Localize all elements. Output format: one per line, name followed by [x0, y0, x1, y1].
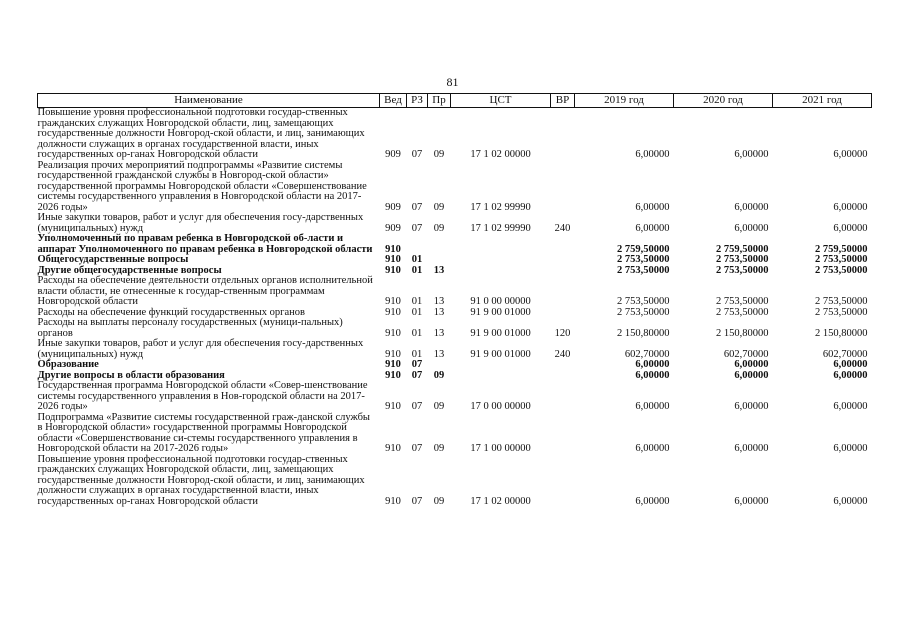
row-ved: 909 — [385, 201, 401, 213]
row-value-2020: 6,00000 — [734, 149, 769, 160]
header-vr: ВР — [551, 94, 575, 108]
row-vr: 240 — [554, 348, 571, 360]
row-ved: 909 — [385, 149, 401, 160]
row-value-2021: 6,00000 — [833, 495, 868, 507]
row-pr: 13 — [433, 327, 445, 339]
row-rz: 07 — [411, 443, 423, 454]
header-cst: ЦСТ — [451, 94, 551, 108]
row-rz: 01 — [411, 254, 423, 265]
row-value-2020: 2 150,80000 — [716, 327, 769, 339]
table-body — [38, 108, 872, 508]
row-value-2019: 2 753,50000 — [617, 306, 670, 318]
row-rz: 07 — [411, 201, 423, 213]
header-2020: 2020 год — [674, 94, 773, 108]
row-rz: 01 — [411, 327, 423, 339]
row-rz: 07 — [411, 149, 423, 160]
table-row — [38, 381, 872, 413]
row-value-2020: 2 759,50000 — [716, 243, 769, 255]
row-vr — [551, 161, 575, 214]
header-2021: 2021 год — [773, 94, 872, 108]
row-pr: 13 — [433, 296, 445, 307]
row-vr — [551, 266, 575, 277]
header-rz: РЗ — [407, 94, 428, 108]
row-vr: 120 — [554, 327, 571, 339]
row-ved: 910 — [385, 359, 401, 370]
row-value-2019: 2 753,50000 — [617, 264, 670, 276]
row-value-2021: 6,00000 — [833, 401, 868, 412]
row-value-2021: 6,00000 — [833, 369, 868, 381]
row-ved: 910 — [385, 243, 401, 255]
row-vr — [551, 371, 575, 382]
row-value-2019: 6,00000 — [635, 369, 670, 381]
row-value-2021: 2 753,50000 — [815, 264, 868, 276]
row-name: Иные закупки товаров, работ и услуг для обеспечения госу-дарственных (муниципальных) нужд — [37, 212, 364, 234]
row-rz — [407, 234, 428, 255]
row-value-2019: 6,00000 — [635, 495, 670, 507]
row-name: Общегосударственные вопросы — [37, 254, 189, 265]
row-pr: 09 — [433, 495, 445, 507]
row-cst — [451, 255, 551, 266]
row-name: Образование — [37, 359, 99, 370]
row-value-2019: 6,00000 — [635, 401, 670, 412]
row-value-2021: 602,70000 — [822, 348, 868, 360]
row-value-2020: 2 753,50000 — [716, 306, 769, 318]
row-vr — [551, 276, 575, 308]
row-value-2020: 6,00000 — [734, 401, 769, 412]
row-name: Реализация прочих мероприятий подпрограммы «Развитие системы государственной гражданской службы в Новгород-ской области» государственной программы Новгородской области «Совершенствование системы государственного управления в Новгородской области на 2017-2026 годы» — [37, 159, 367, 213]
row-value-2021: 2 753,50000 — [815, 254, 868, 265]
row-value-2019: 6,00000 — [635, 149, 670, 160]
row-cst: 17 0 00 00000 — [470, 401, 531, 412]
row-name: Расходы на обеспечение деятельности отдельных органов исполнительной власти области, не отнесенные к государ-ственным программам Новгородской области — [37, 275, 373, 307]
row-name: Другие общегосударственные вопросы — [37, 264, 222, 276]
row-name: Иные закупки товаров, работ и услуг для обеспечения госу-дарственных (муниципальных) нужд — [37, 338, 364, 360]
row-pr: 09 — [433, 222, 445, 234]
page-number: 81 — [446, 75, 459, 89]
row-vr — [551, 255, 575, 266]
row-value-2020: 2 753,50000 — [716, 296, 769, 307]
row-cst: 17 1 02 99990 — [470, 222, 531, 234]
row-cst — [451, 360, 551, 371]
row-vr — [551, 413, 575, 455]
row-value-2020: 6,00000 — [734, 201, 769, 213]
row-value-2019: 6,00000 — [635, 201, 670, 213]
row-vr — [551, 308, 575, 319]
table-row — [38, 360, 872, 371]
row-value-2020: 6,00000 — [734, 222, 769, 234]
row-value-2021: 2 759,50000 — [815, 243, 868, 255]
row-value-2019: 2 759,50000 — [617, 243, 670, 255]
row-pr: 09 — [433, 401, 445, 412]
row-rz: 01 — [411, 348, 423, 360]
header-pr: Пр — [428, 94, 451, 108]
row-name: Государственная программа Новгородской области «Совер-шенствование системы государственного управления в Нов-городской области на 2017-2026 годы» — [37, 380, 368, 412]
table-row — [38, 318, 872, 339]
table-row — [38, 213, 872, 234]
row-value-2020: 602,70000 — [723, 348, 769, 360]
row-ved: 910 — [385, 443, 401, 454]
row-value-2019: 2 753,50000 — [617, 296, 670, 307]
row-value-2020: 6,00000 — [734, 443, 769, 454]
row-rz: 07 — [411, 359, 423, 370]
row-value-2019: 602,70000 — [624, 348, 670, 360]
row-pr: 13 — [433, 306, 445, 318]
row-value-2021: 2 753,50000 — [815, 296, 868, 307]
row-vr — [551, 381, 575, 413]
row-cst: 17 1 02 99990 — [470, 201, 531, 213]
row-value-2021: 6,00000 — [833, 359, 868, 370]
row-value-2019: 2 753,50000 — [617, 254, 670, 265]
row-rz: 01 — [411, 306, 423, 318]
row-name: Подпрограмма «Развитие системы государственной граж-данской службы в Новгородской области» государственной программы Новгородской области «Совершенствование си-стемы государственного управления в Новгородской области на 2017-2026 годы» — [37, 411, 370, 454]
row-value-2021: 2 150,80000 — [815, 327, 868, 339]
row-ved: 910 — [385, 254, 401, 265]
row-cst: 17 1 00 00000 — [470, 443, 531, 454]
row-value-2020: 2 753,50000 — [716, 264, 769, 276]
row-value-2021: 6,00000 — [833, 149, 868, 160]
row-ved: 910 — [385, 495, 401, 507]
row-rz: 07 — [411, 495, 423, 507]
row-ved: 910 — [385, 369, 401, 381]
row-value-2019: 6,00000 — [635, 443, 670, 454]
row-ved: 910 — [385, 348, 401, 360]
row-cst: 91 0 00 00000 — [470, 296, 531, 307]
table-row — [38, 108, 872, 161]
row-value-2020: 6,00000 — [734, 369, 769, 381]
table-row — [38, 413, 872, 455]
row-cst: 91 9 00 01000 — [470, 306, 531, 318]
table-row — [38, 455, 872, 508]
row-value-2020: 6,00000 — [734, 359, 769, 370]
row-value-2021: 2 753,50000 — [815, 306, 868, 318]
row-ved: 909 — [385, 222, 401, 234]
row-cst: 91 9 00 01000 — [470, 348, 531, 360]
row-value-2021: 6,00000 — [833, 222, 868, 234]
row-ved: 910 — [385, 401, 401, 412]
row-cst: 17 1 02 00000 — [470, 149, 531, 160]
row-value-2021: 6,00000 — [833, 443, 868, 454]
row-pr — [428, 255, 451, 266]
row-pr: 13 — [433, 348, 445, 360]
row-name: Расходы на обеспечение функций государственных органов — [37, 306, 305, 318]
row-ved: 910 — [385, 327, 401, 339]
row-cst: 91 9 00 01000 — [470, 327, 531, 339]
row-name: Расходы на выплаты персоналу государственных (муници-пальных) органов — [37, 317, 343, 339]
row-rz: 07 — [411, 369, 423, 381]
row-name: Другие вопросы в области образования — [37, 369, 225, 381]
row-value-2020: 2 753,50000 — [716, 254, 769, 265]
budget-table — [37, 93, 872, 507]
row-vr — [551, 360, 575, 371]
row-rz: 07 — [411, 222, 423, 234]
row-cst — [451, 371, 551, 382]
row-vr — [551, 234, 575, 255]
row-ved: 910 — [385, 264, 401, 276]
table-row — [38, 161, 872, 214]
row-ved: 910 — [385, 306, 401, 318]
row-pr: 13 — [433, 264, 445, 276]
table-row — [38, 234, 872, 255]
row-name: Повышение уровня профессиональной подготовки государ-ственных гражданских служащих Новгородской области, лиц, замещающих государственные должности Новгород-ской области, и лиц, занимающих должности служащих в органах государственной власти, иных государственных ор-ганах Новгородской области — [37, 453, 365, 507]
table-row — [38, 276, 872, 308]
header-2019: 2019 год — [575, 94, 674, 108]
row-pr: 09 — [433, 443, 445, 454]
header-name: Наименование — [38, 94, 380, 108]
row-vr — [551, 108, 575, 161]
row-rz: 01 — [411, 296, 423, 307]
row-cst — [451, 266, 551, 277]
row-value-2020: 6,00000 — [734, 495, 769, 507]
row-vr: 240 — [554, 222, 571, 234]
row-value-2019: 6,00000 — [635, 222, 670, 234]
row-cst: 17 1 02 00000 — [470, 495, 531, 507]
table-row — [38, 339, 872, 360]
row-rz: 07 — [411, 401, 423, 412]
row-name: Уполномоченный по правам ребенка в Новгородской об-ласти и аппарат Уполномоченного по правам ребенка в Новгородской области — [37, 233, 373, 255]
row-cst — [451, 234, 551, 255]
row-value-2019: 6,00000 — [635, 359, 670, 370]
row-value-2019: 2 150,80000 — [617, 327, 670, 339]
row-pr: 09 — [433, 149, 445, 160]
row-pr: 09 — [433, 201, 445, 213]
table-header-row — [38, 94, 872, 108]
header-ved: Вед — [380, 94, 407, 108]
row-pr — [428, 360, 451, 371]
row-rz: 01 — [411, 264, 423, 276]
row-pr: 09 — [433, 369, 445, 381]
row-ved: 910 — [385, 296, 401, 307]
row-value-2021: 6,00000 — [833, 201, 868, 213]
table-row — [38, 255, 872, 266]
row-vr — [551, 455, 575, 508]
row-name: Повышение уровня профессиональной подготовки государ-ственных гражданских служащих Новгородской области, лиц, замещающих государственные должности Новгород-ской области, и лиц, занимающих должности служащих в органах государственной власти, иных государственных ор-ганах Новгородской области — [37, 107, 365, 160]
row-pr — [428, 234, 451, 255]
